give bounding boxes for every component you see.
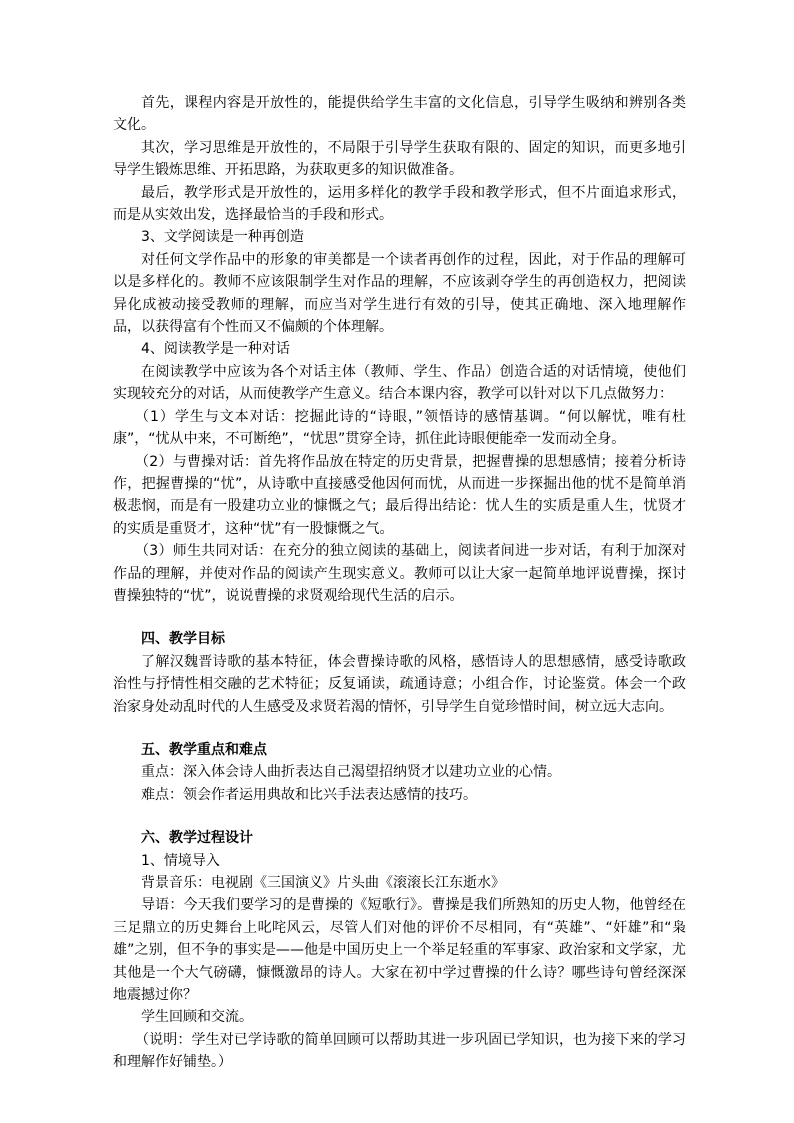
paragraph: 其次，学习思维是开放性的，不局限于引导学生获取有限的、固定的知识，而更多地引导学生锻炼思维、开拓思路，为获取更多的知识做准备。 bbox=[113, 139, 686, 179]
paragraph: （2）与曹操对话：首先将作品放在特定的历史背景，把握曹操的思想感情；接着分析诗作，把握曹操的“忧”，从诗歌中直接感受他因何而忧，从而进一步探掘出他的忧不是简单消极悲悯，而是有一股建功立业的慷慨之气；最后得出结论：忧人生的实质是重人生，忧贤才的实质是重贤才，这种“忧”有一股慷慨之气。 bbox=[113, 453, 686, 537]
section-heading: 六、教学过程设计 bbox=[141, 830, 253, 847]
paragraph: （说明：学生对已学诗歌的简单回顾可以帮助其进一步巩固已学知识，也为接下来的学习和理解作好铺垫。） bbox=[113, 1031, 686, 1071]
paragraph: 导语：今天我们要学习的是曹操的《短歌行》。曹操是我们所熟知的历史人物，他曾经在三足鼎立的历史舞台上叱咤风云，尽管人们对他的评价不尽相同，有“英雄”、“奸雄”和“枭雄”之别，但不争的事实是——他是中国历史上一个举足轻重的军事家、政治家和文学家，尤其他是一个大气磅礴，慷慨激昂的诗人。大家在初中学过曹操的什么诗？哪些诗句曾经深深地震撼过你？ bbox=[113, 897, 686, 1004]
paragraph: 难点：领会作者运用典故和比兴手法表达感情的技巧。 bbox=[141, 786, 477, 803]
paragraph: 1、情境导入 bbox=[141, 852, 220, 869]
paragraph: 背景音乐：电视剧《三国演义》片头曲《滚滚长江东逝水》 bbox=[141, 875, 505, 891]
paragraph: 了解汉魏晋诗歌的基本特征，体会曹操诗歌的风格，感悟诗人的思想感情，感受诗歌政治性与抒情性相交融的艺术特征；反复诵读，疏通诗意；小组合作，讨论鉴赏。体会一个政治家身处动乱时代的人生感受及求贤若渴的情怀，引导学生自觉珍惜时间，树立远大志向。 bbox=[113, 653, 686, 715]
paragraph: 4、阅读教学是一种对话 bbox=[141, 341, 290, 358]
document-page bbox=[113, 92, 686, 1074]
section-heading: 四、教学目标 bbox=[141, 631, 225, 648]
paragraph: 重点：深入体会诗人曲折表达自己渴望招纳贤才以建功立业的心情。 bbox=[141, 764, 561, 781]
paragraph: 学生回顾和交流。 bbox=[141, 1009, 253, 1026]
section-heading: 五、教学重点和难点 bbox=[141, 741, 267, 758]
paragraph: （3）师生共同对话：在充分的独立阅读的基础上，阅读者间进一步对话，有利于加深对作品的理解，并使对作品的阅读产生现实意义。教师可以让大家一起简单地评说曹操，探讨曹操独特的“忧”，说说曹操的求贤观给现代生活的启示。 bbox=[113, 543, 686, 604]
paragraph: 3、文学阅读是一种再创造 bbox=[141, 229, 304, 246]
paragraph: 在阅读教学中应该为各个对话主体（教师、学生、作品）创造合适的对话情境，使他们实现较充分的对话，从而使教学产生意义。结合本课内容，教学可以针对以下几点做努力： bbox=[113, 363, 686, 403]
paragraph: 最后，教学形式是开放性的，运用多样化的教学手段和教学形式，但不片面追求形式，而是从实效出发，选择最恰当的手段和形式。 bbox=[113, 184, 686, 224]
paragraph: （1）学生与文本对话：挖掘此诗的“诗眼，”领悟诗的感情基调。“何以解忧，唯有杜康”，“忧从中来，不可断绝”，“忧思”贯穿全诗，抓住此诗眼便能牵一发而动全身。 bbox=[113, 408, 686, 448]
paragraph: 首先，课程内容是开放性的，能提供给学生丰富的文化信息，引导学生吸纳和辨别各类文化。 bbox=[113, 95, 686, 134]
paragraph: 对任何文学作品中的形象的审美都是一个读者再创作的过程，因此，对于作品的理解可以是多样化的。教师不应该限制学生对作品的理解，不应该剥夺学生的再创造权力，把阅读异化成被动接受教师的理解，而应当对学生进行有效的引导，使其正确地、深入地理解作品，以获得富有个性而又不偏颇的个体理解。 bbox=[113, 251, 686, 336]
